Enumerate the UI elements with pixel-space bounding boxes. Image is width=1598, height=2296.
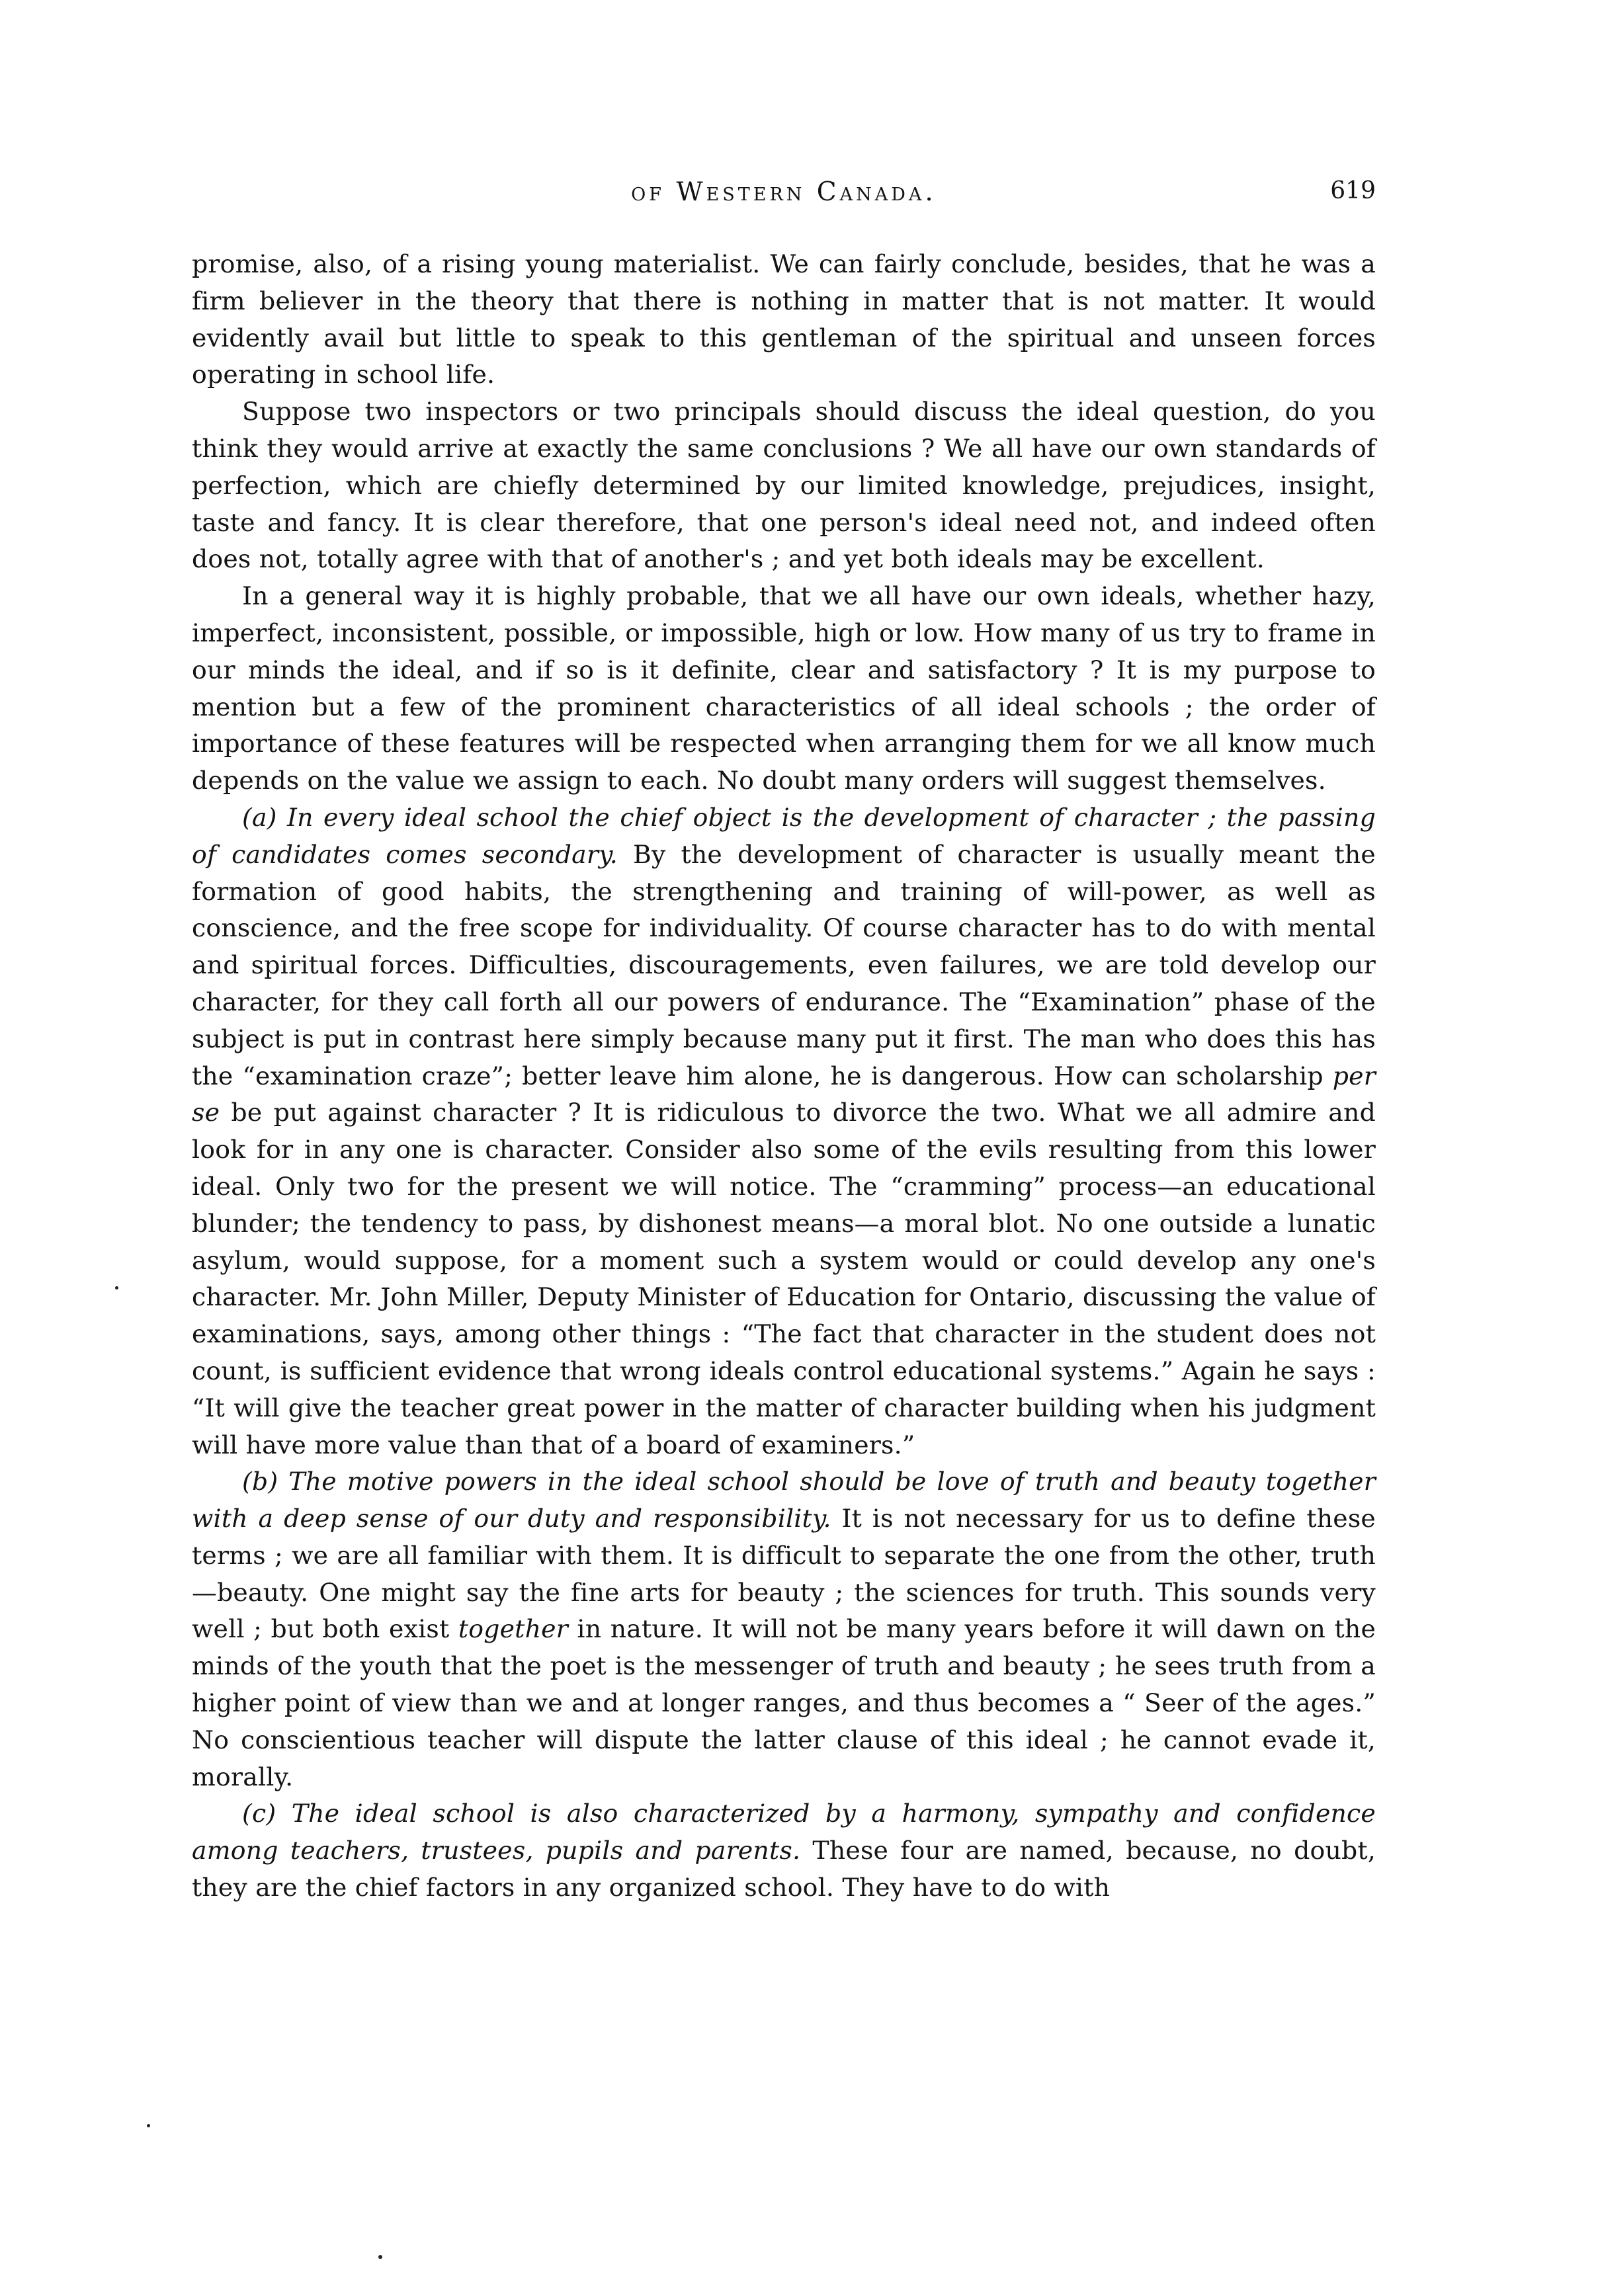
paragraph <box>192 800 1376 1463</box>
paragraph <box>192 1795 1376 1906</box>
page-number: 619 <box>1330 177 1376 204</box>
body-text <box>192 246 1376 1906</box>
text-run: These four are named, because, no doubt, they are the chief factors in any organized school. They have to do with <box>192 1836 1376 1903</box>
italic-text: together <box>458 1614 568 1644</box>
text-run: By the development of character is usually meant the formation of good habits, the strengthening and training of will-power, as well as conscience, and the free scope for individuality. Of course character has to do with mental and spiritual forces. Difficulties, discouragements, even failures, we are told develop our character, for they call forth all our powers of endurance. The “Examination” phase of the subject is put in contrast here simply because many put it first. The man who does this has the “examination craze”; better leave him alone, he is dangerous. How can scholarship <box>192 839 1376 1090</box>
page-header <box>192 177 1376 217</box>
stray-ink-mark <box>378 2255 382 2259</box>
text-run: in nature. It will not be many years before it will dawn on the minds of the youth that the poet is the messenger of truth and beauty ; he sees truth from a higher point of view than we and at longer ranges, and thus becomes a “ Seer of the ages.” No conscientious teacher will dispute the latter clause of this ideal ; he cannot evade it, morally. <box>192 1614 1376 1791</box>
text-run: It is not necessary for us to define these terms ; we are all familiar with them. It is difficult to separate the one from the other, truth—beauty. One might say the fine arts for beauty ; the sciences for truth. This sounds very well ; but both exist <box>192 1504 1376 1644</box>
running-head: of Western Canada. <box>631 177 937 207</box>
text-run: In a general way it is highly probable, that we all have our own ideals, whether hazy, imperfect, inconsistent, possible, or impossible, high or low. How many of us try to frame in our minds the ideal, and if so is it definite, clear and satisfactory ? It is my purpose to mention but a few of the prominent characteristics of all ideal schools ; the order of importance of these features will be respected when arranging them for we all know much depends on the value we assign to each. No doubt many orders will suggest themselves. <box>192 581 1376 796</box>
italic-text: (c) The ideal school is also characterized by a harmony, sympathy and confidence among teachers, trustees, pupils and parents. <box>192 1799 1376 1866</box>
text-run: be put against character ? It is ridiculous to divorce the two. What we all admire and look for in any one is character. Consider also some of the evils resulting from this lower ideal. Only two for the present we will notice. The “cramming” process—an educational blunder; the tendency to pass, by dishonest means—a moral blot. No one outside a lunatic asylum, would suppose, for a moment such a system would or could develop any one's character. Mr. John Miller, Deputy Minister of Education for Ontario, discussing the value of examinations, says, among other things : “The fact that character in the student does not count, is sufficient evidence that wrong ideals control educational systems.” Again he says : “It will give the teacher great power in the matter of character building when his judgment will have more value than that of a board of examiners.” <box>192 1098 1376 1459</box>
italic-text: (b) The motive powers in the ideal school should be love of truth and beauty together with a deep sense of our duty and responsibility. <box>192 1467 1376 1534</box>
paragraph <box>192 246 1376 393</box>
stray-ink-mark <box>115 1286 118 1290</box>
paragraph <box>192 1463 1376 1795</box>
text-run: Suppose two inspectors or two principals should discuss the ideal question, do you think they would arrive at exactly the same conclusions ? We all have our own standards of perfection, which are chiefly determined by our limited knowledge, prejudices, insight, taste and fancy. It is clear therefore, that one person's ideal need not, and indeed often does not, totally agree with that of another's ; and yet both ideals may be excellent. <box>192 397 1376 574</box>
italic-text: per se <box>192 1061 1376 1128</box>
paragraph <box>192 393 1376 578</box>
italic-text: (a) In every ideal school the chief object is the development of character ; the passing of candidates comes secondary. <box>192 802 1376 869</box>
text-run: promise, also, of a rising young materialist. We can fairly conclude, besides, that he was a firm believer in the theory that there is nothing in matter that is not matter. It would evidently avail but little to speak to this gentleman of the spiritual and unseen forces operating in school life. <box>192 249 1376 390</box>
stray-ink-mark <box>147 2124 150 2127</box>
paragraph <box>192 578 1376 800</box>
